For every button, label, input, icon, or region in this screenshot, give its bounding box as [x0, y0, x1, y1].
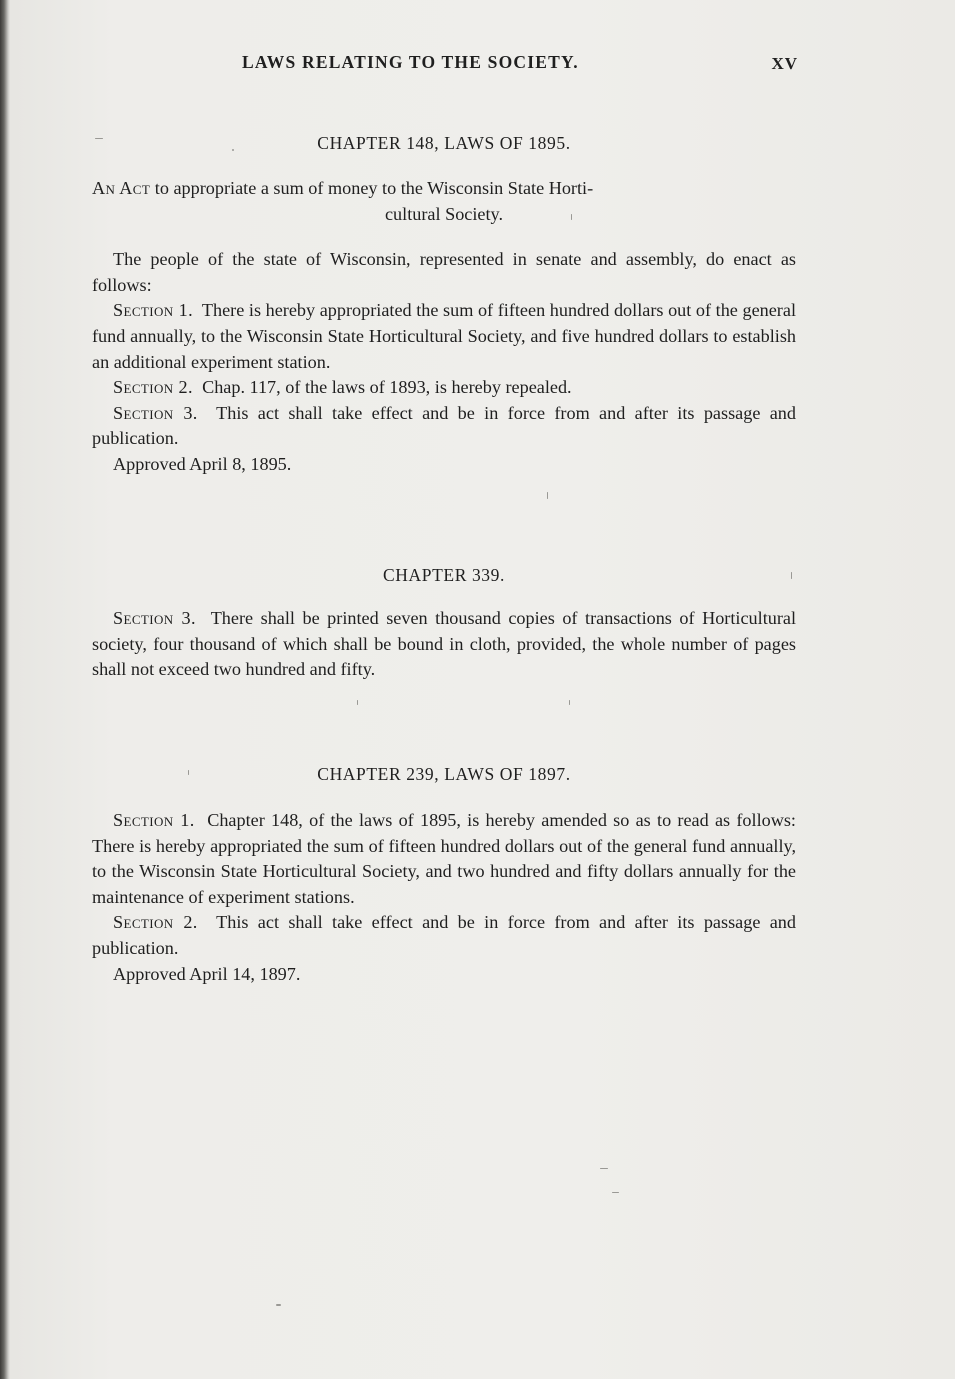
act-title	[92, 176, 796, 202]
section-text: This act shall take effect and be in force from and after its passage and publication.	[92, 912, 796, 958]
section-label: Section 2.	[113, 912, 198, 933]
section-text: Chapter 148, of the laws of 1895, is hereby amended so as to read as follows: There is hereby appropriated the sum of fifteen hundred dollars out of the general fund annually, to the Wisconsin State Horticultural Society, and two hundred and fifty dollars annually for the maintenance of experiment stations.	[92, 810, 796, 907]
page-number: XV	[771, 54, 798, 73]
running-title: LAWS RELATING TO THE SOCIETY.	[242, 52, 579, 72]
chapter-239-heading: CHAPTER 239, LAWS OF 1897.	[317, 764, 571, 784]
running-head	[90, 52, 800, 76]
scan-speck	[612, 1192, 619, 1193]
chapter-239-approved: Approved April 14, 1897.	[113, 963, 301, 984]
chapter-148-section-2	[92, 375, 796, 401]
section-label: Section 1.	[113, 300, 194, 321]
chapter-148-heading: CHAPTER 148, LAWS OF 1895.	[317, 133, 571, 153]
chapter-239-body	[92, 808, 796, 987]
scan-speck	[357, 700, 358, 705]
chapter-239-section-2	[92, 910, 796, 961]
chapter-339-heading: CHAPTER 339.	[383, 565, 505, 585]
scan-speck	[569, 700, 570, 705]
scan-speck	[232, 149, 234, 151]
act-title-lead: An Act	[92, 178, 151, 198]
chapter-148-body	[92, 176, 796, 478]
section-text: This act shall take effect and be in force from and after its passage and publication.	[92, 402, 796, 449]
act-title-continuation: cultural Society.	[384, 203, 503, 224]
chapter-339-section-3	[92, 606, 796, 683]
chapter-148-approved: Approved April 8, 1895.	[113, 453, 292, 474]
section-label: Section 3.	[113, 608, 196, 628]
chapter-148-section-3	[92, 401, 796, 452]
book-binding-edge	[0, 0, 10, 1379]
enacting-clause: The people of the state of Wisconsin, represented in senate and assembly, do enact as follows:	[92, 249, 796, 295]
section-label: Section 2.	[113, 377, 193, 398]
scan-speck	[547, 492, 548, 499]
section-label: Section 1.	[113, 810, 195, 830]
section-text: Chap. 117, of the laws of 1893, is hereby repealed.	[202, 377, 572, 398]
scan-speck	[571, 214, 572, 220]
scan-speck	[188, 770, 189, 775]
scan-speck	[95, 138, 103, 139]
chapter-148-section-1	[92, 298, 796, 375]
act-title-text: to appropriate a sum of money to the Wisconsin State Horti-	[150, 178, 594, 198]
section-text: There shall be printed seven thousand copies of transactions of Horticultural society, four thousand of which shall be bound in cloth, provided, the whole number of pages shall not exceed two hundred and fifty.	[92, 608, 797, 680]
section-text: There is hereby appropriated the sum of fifteen hundred dollars out of the general fund annually, to the Wisconsin State Horticultural Society, and five hundred dollars to establish an additional experiment station.	[92, 300, 796, 372]
scan-speck	[276, 1304, 281, 1306]
scan-speck	[791, 572, 792, 579]
chapter-339-body	[92, 606, 796, 683]
scan-speck	[600, 1168, 608, 1169]
section-label: Section 3.	[113, 402, 198, 423]
chapter-239-section-1	[92, 808, 796, 910]
